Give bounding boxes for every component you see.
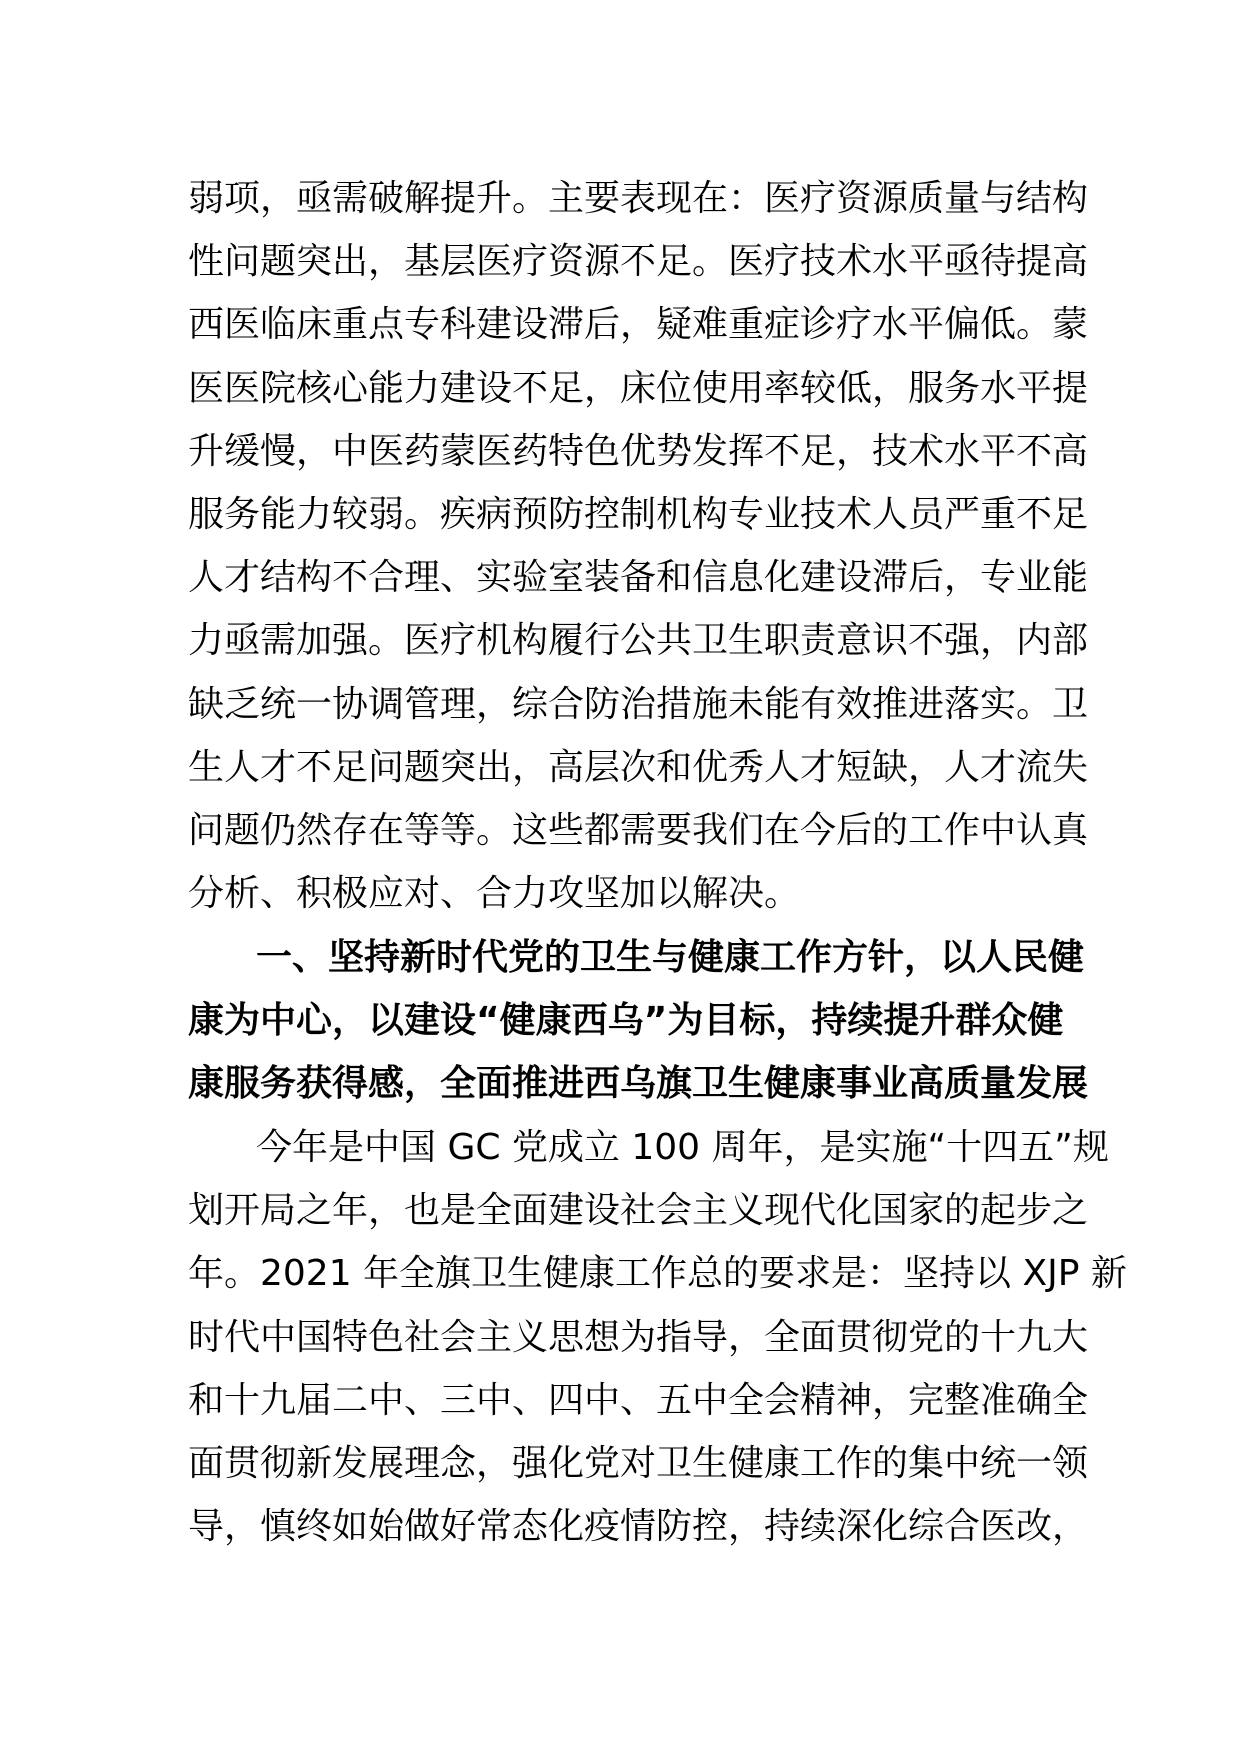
paragraph-line: 人才结构不合理、实验室装备和信息化建设滞后，专业能 bbox=[188, 557, 1089, 599]
paragraph-line: 服务能力较弱。疾病预防控制机构专业技术人员严重不足 bbox=[188, 493, 1089, 535]
section-heading bbox=[188, 926, 1089, 1116]
paragraph-line: 医医院核心能力建设不足，床位使用率较低，服务水平提 bbox=[188, 367, 1089, 409]
paragraph-line: 今年是中国 GC 党成立 100 周年，是实施“十四五”规 bbox=[256, 1127, 1109, 1168]
paragraph-line: 时代中国特色社会主义思想为指导，全面贯彻党的十九大 bbox=[188, 1316, 1089, 1358]
paragraph-line: 分析、积极应对、合力攻坚加以解决。 bbox=[188, 873, 801, 915]
paragraph-line: 划开局之年，也是全面建设社会主义现代化国家的起步之 bbox=[188, 1190, 1089, 1232]
paragraph-line: 性问题突出，基层医疗资源不足。医疗技术水平亟待提高 bbox=[188, 241, 1089, 283]
paragraph-line: 弱项，亟需破解提升。主要表现在：医疗资源质量与结构 bbox=[188, 178, 1089, 219]
paragraph-line: 西医临床重点专科建设滞后，疑难重症诊疗水平偏低。蒙 bbox=[188, 304, 1089, 346]
paragraph-line: 问题仍然存在等等。这些都需要我们在今后的工作中认真 bbox=[188, 809, 1089, 851]
paragraph-line: 和十九届二中、三中、四中、五中全会精神，完整准确全 bbox=[188, 1379, 1089, 1421]
paragraph-line: 生人才不足问题突出，高层次和优秀人才短缺，人才流失 bbox=[188, 746, 1089, 788]
heading-line: 康为中心，以建设“健康西乌”为目标，持续提升群众健 bbox=[188, 1000, 1064, 1042]
heading-line: 康服务获得感，全面推进西乌旗卫生健康事业高质量发展 bbox=[188, 1063, 1089, 1105]
paragraph-line: 升缓慢，中医药蒙医药特色优势发挥不足，技术水平不高 bbox=[188, 430, 1089, 472]
paragraph-line: 缺乏统一协调管理，综合防治措施未能有效推进落实。卫 bbox=[188, 683, 1089, 725]
paragraph-line: 力亟需加强。医疗机构履行公共卫生职责意识不强，内部 bbox=[188, 620, 1089, 662]
paragraph-line: 导，慎终如始做好常态化疫情防控，持续深化综合医改， bbox=[188, 1506, 1089, 1548]
heading-line: 一、坚持新时代党的卫生与健康工作方针，以人民健 bbox=[256, 937, 1085, 978]
body-paragraph bbox=[188, 167, 1089, 925]
body-paragraph bbox=[188, 1116, 1127, 1558]
paragraph-line: 面贯彻新发展理念，强化党对卫生健康工作的集中统一领 bbox=[188, 1442, 1089, 1484]
paragraph-line: 年。2021 年全旗卫生健康工作总的要求是：坚持以 XJP 新 bbox=[188, 1253, 1127, 1295]
